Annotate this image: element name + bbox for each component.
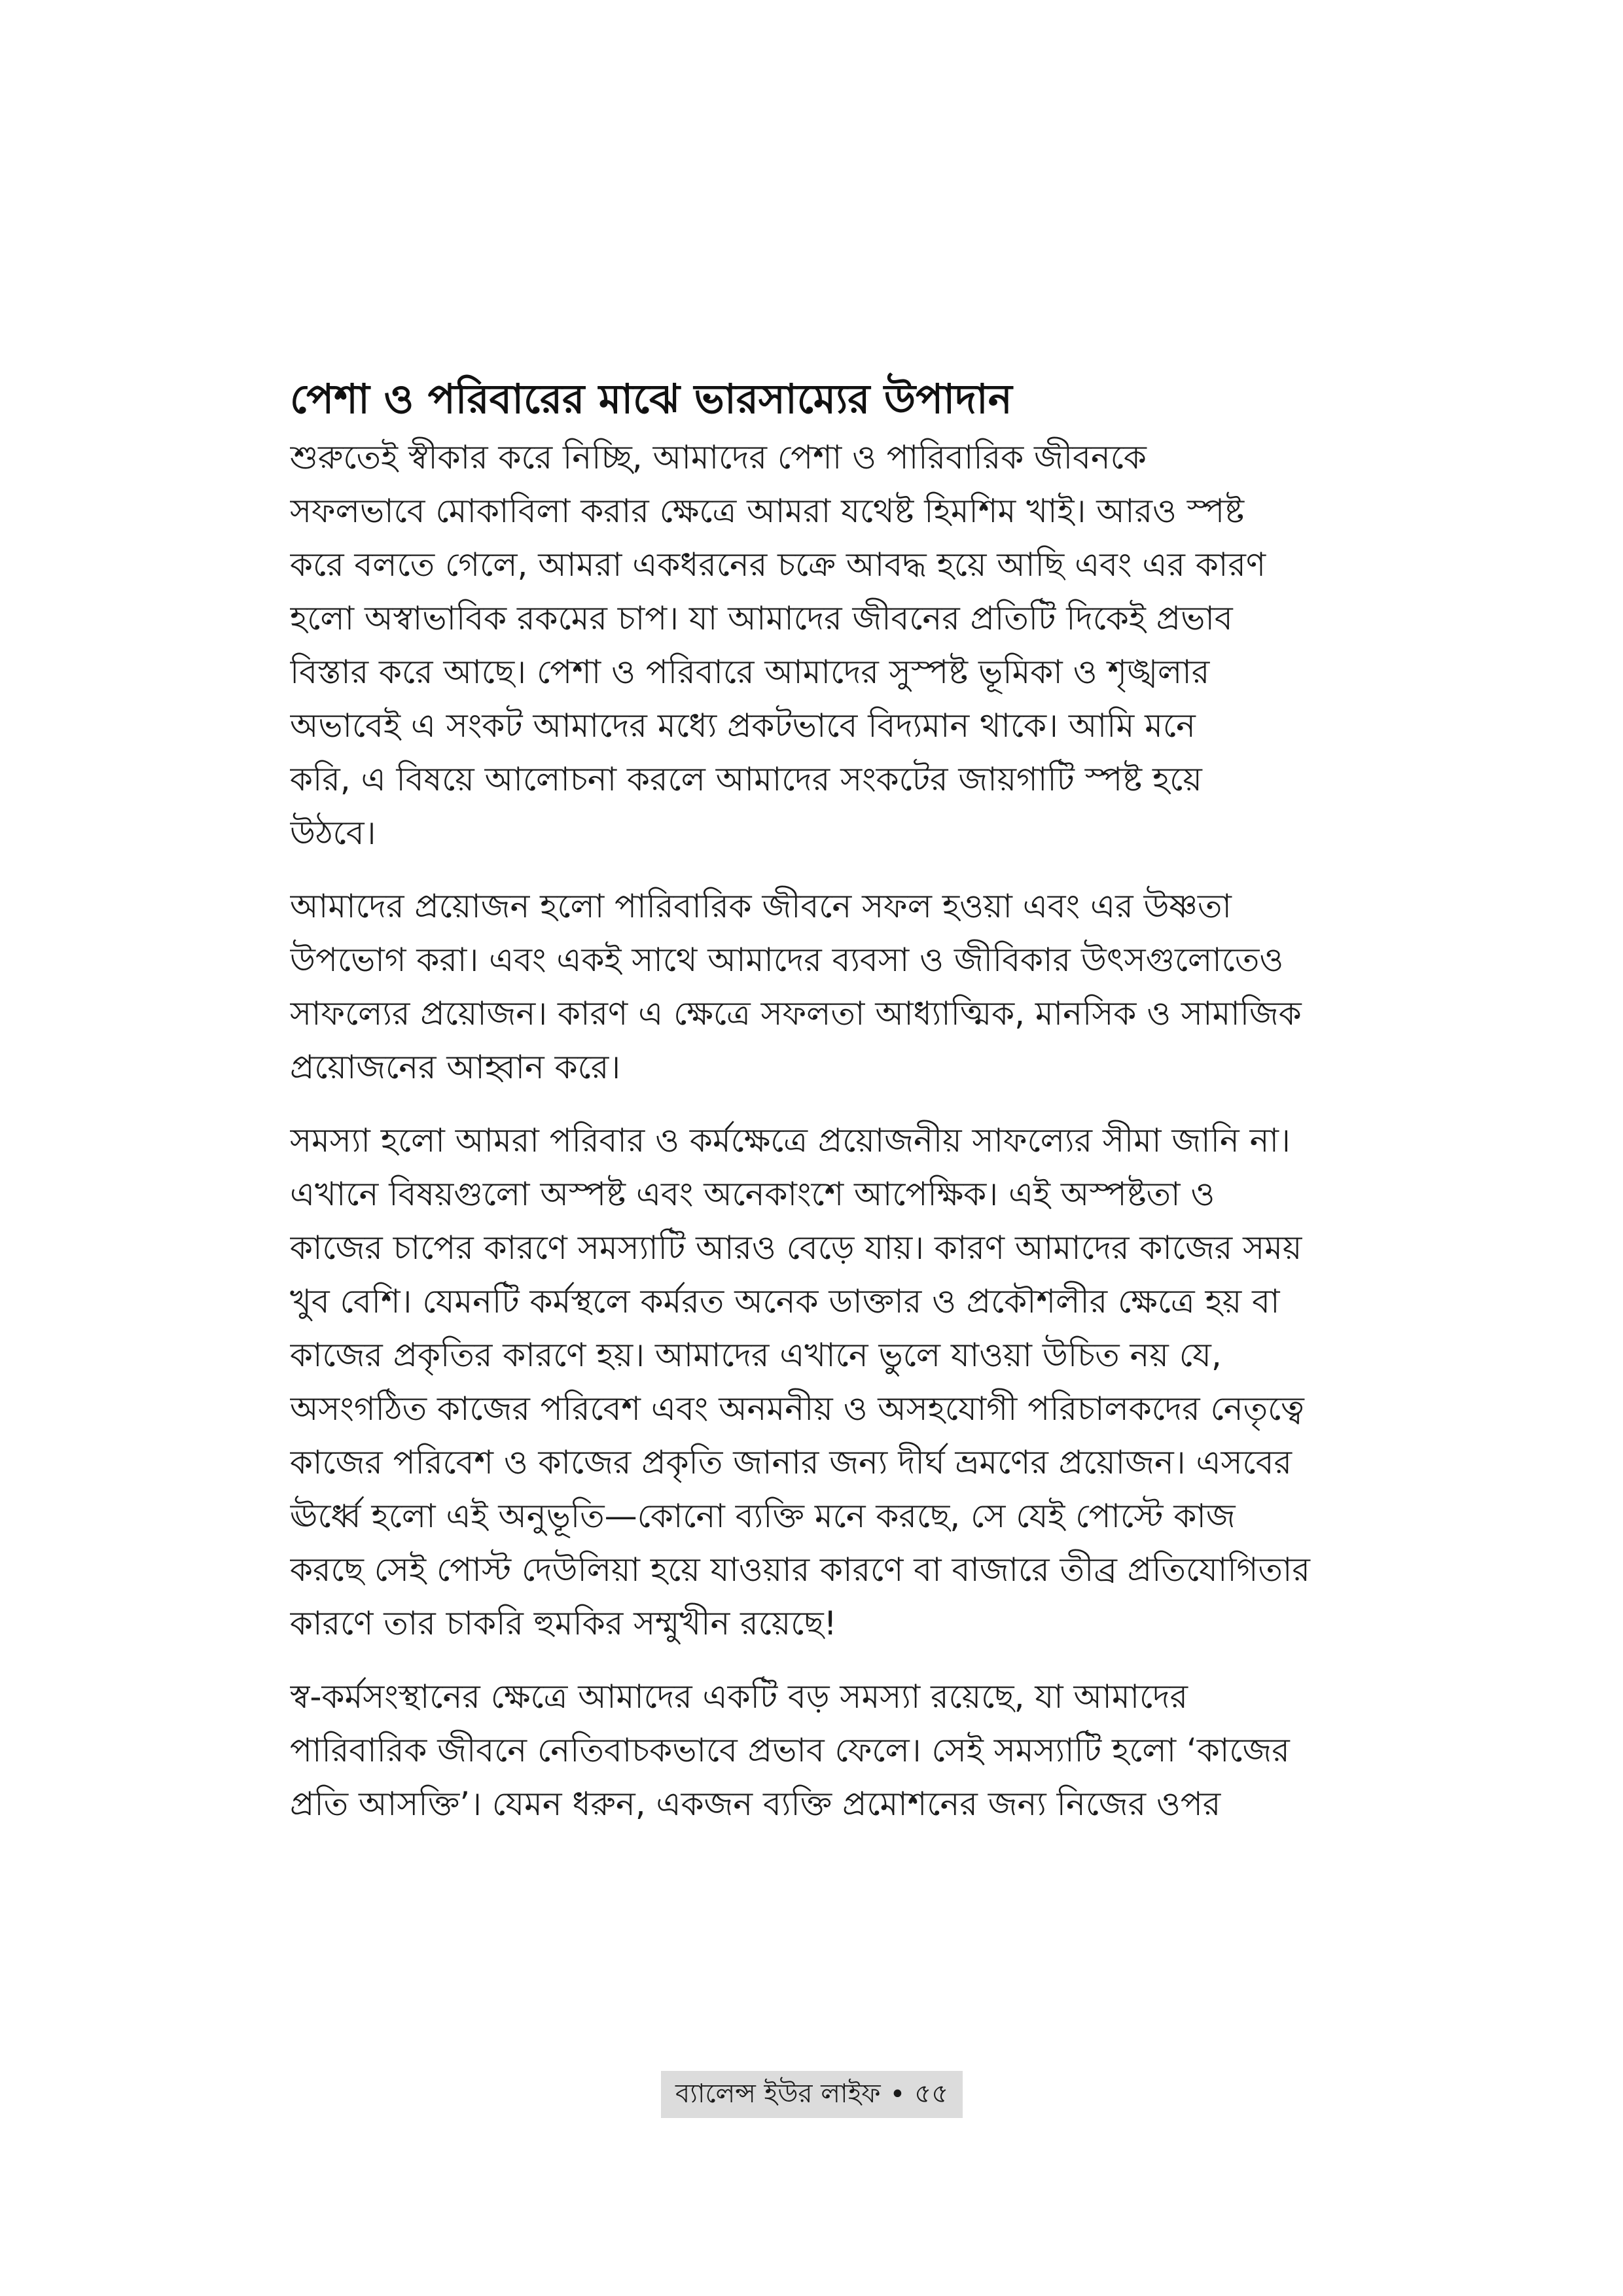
paragraph-4 bbox=[290, 1670, 1337, 1831]
footer-book-title: ব্যালেন্স ইউর লাইফ bbox=[675, 2078, 881, 2109]
text-line: আমাদের প্রয়োজন হলো পারিবারিক জীবনে সফল হওয়া এবং এর উষ্ণতা bbox=[290, 887, 1232, 925]
text-line: খুব বেশি। যেমনটি কর্মস্থলে কর্মরত অনেক ডাক্তার ও প্রকৌশলীর ক্ষেত্রে হয় বা bbox=[290, 1282, 1280, 1320]
text-line: উপভোগ করা। এবং একই সাথে আমাদের ব্যবসা ও জীবিকার উৎসগুলোতেও bbox=[290, 941, 1284, 979]
text-line: সফলভাবে মোকাবিলা করার ক্ষেত্রে আমরা যথেষ্ট হিমশিম খাই। আরও স্পষ্ট bbox=[290, 492, 1245, 530]
text-line: সমস্যা হলো আমরা পরিবার ও কর্মক্ষেত্রে প্রয়োজনীয় সাফল্যের সীমা জানি না। bbox=[290, 1122, 1291, 1159]
paragraph-2 bbox=[290, 879, 1337, 1094]
text-line: করি, এ বিষয়ে আলোচনা করলে আমাদের সংকটের জায়গাটি স্পষ্ট হয়ে bbox=[290, 760, 1202, 798]
page-number: ৫৫ bbox=[914, 2078, 949, 2109]
text-line: এখানে বিষয়গুলো অস্পষ্ট এবং অনেকাংশে আপেক্ষিক। এই অস্পষ্টতা ও bbox=[290, 1175, 1215, 1213]
paragraph-1 bbox=[290, 431, 1337, 860]
text-line: করে বলতে গেলে, আমরা একধরনের চক্রে আবদ্ধ হয়ে আছি এবং এর কারণ bbox=[290, 546, 1266, 584]
text-line: হলো অস্বাভাবিক রকমের চাপ। যা আমাদের জীবনের প্রতিটি দিকেই প্রভাব bbox=[290, 599, 1233, 637]
text-line: প্রয়োজনের আহ্বান করে। bbox=[290, 1048, 621, 1086]
paragraph-3 bbox=[290, 1114, 1337, 1650]
section-heading: পেশা ও পরিবারের মাঝে ভারসাম্যের উপাদান bbox=[290, 375, 1012, 423]
text-line: কারণে তার চাকরি হুমকির সম্মুখীন রয়েছে! bbox=[290, 1604, 837, 1642]
text-line: শুরুতেই স্বীকার করে নিচ্ছি, আমাদের পেশা ও পারিবারিক জীবনকে bbox=[290, 438, 1147, 476]
page-content bbox=[290, 373, 1337, 1850]
text-line: ঊর্ধ্বে হলো এই অনুভূতি—কোনো ব্যক্তি মনে করছে, সে যেই পোস্টে কাজ bbox=[290, 1497, 1236, 1535]
text-line: কাজের পরিবেশ ও কাজের প্রকৃতি জানার জন্য দীর্ঘ ভ্রমণের প্রয়োজন। এসবের bbox=[290, 1443, 1292, 1481]
text-line: অসংগঠিত কাজের পরিবেশ এবং অনমনীয় ও অসহযোগী পরিচালকদের নেতৃত্বে bbox=[290, 1390, 1304, 1428]
text-line: কাজের চাপের কারণে সমস্যাটি আরও বেড়ে যায়। কারণ আমাদের কাজের সময় bbox=[290, 1229, 1302, 1267]
text-line: স্ব-কর্মসংস্থানের ক্ষেত্রে আমাদের একটি বড় সমস্যা রয়েছে, যা আমাদের bbox=[290, 1678, 1188, 1716]
text-line: কাজের প্রকৃতির কারণে হয়। আমাদের এখানে ভুলে যাওয়া উচিত নয় যে, bbox=[290, 1336, 1222, 1374]
text-line: পারিবারিক জীবনে নেতিবাচকভাবে প্রভাব ফেলে। সেই সমস্যাটি হলো ‘কাজের bbox=[290, 1731, 1290, 1769]
text-line: প্রতি আসক্তি’। যেমন ধরুন, একজন ব্যক্তি প্রমোশনের জন্য নিজের ওপর bbox=[290, 1785, 1221, 1823]
page-footer bbox=[661, 2071, 963, 2118]
text-line: উঠবে। bbox=[290, 814, 376, 852]
footer-separator: • bbox=[889, 2079, 906, 2110]
text-line: করছে সেই পোস্ট দেউলিয়া হয়ে যাওয়ার কারণে বা বাজারে তীব্র প্রতিযোগিতার bbox=[290, 1551, 1310, 1589]
text-line: অভাবেই এ সংকট আমাদের মধ্যে প্রকটভাবে বিদ্যমান থাকে। আমি মনে bbox=[290, 707, 1196, 745]
text-line: বিস্তার করে আছে। পেশা ও পরিবারে আমাদের সুস্পষ্ট ভূমিকা ও শৃঙ্খলার bbox=[290, 653, 1210, 691]
text-line: সাফল্যের প্রয়োজন। কারণ এ ক্ষেত্রে সফলতা আধ্যাত্মিক, মানসিক ও সামাজিক bbox=[290, 995, 1302, 1033]
